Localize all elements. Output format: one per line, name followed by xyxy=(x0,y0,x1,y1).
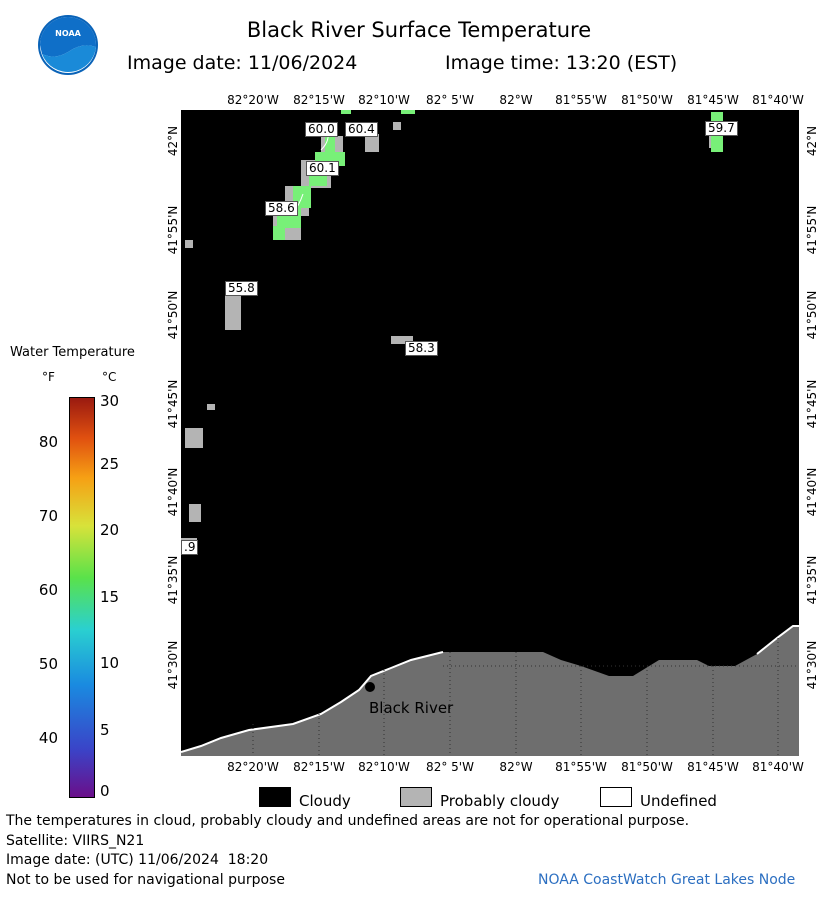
lon-bottom-tick: 82°15'W xyxy=(293,760,345,774)
unit-celsius: °C xyxy=(102,370,117,384)
lon-top-tick: 82° 5'W xyxy=(426,93,474,107)
color-scale-bar xyxy=(69,397,95,798)
temperature-label: 60.0 xyxy=(305,122,338,137)
satellite-text: Satellite: VIIRS_N21 xyxy=(6,833,145,849)
lon-bottom-tick: 82° 5'W xyxy=(426,760,474,774)
lon-top-tick: 81°55'W xyxy=(555,93,607,107)
lat-left-tick: 41°30'N xyxy=(166,640,180,690)
fahrenheit-tick: 40 xyxy=(38,729,58,747)
fahrenheit-tick: 60 xyxy=(38,581,58,599)
credit-text: NOAA CoastWatch Great Lakes Node xyxy=(538,872,796,888)
lon-bottom-tick: 81°55'W xyxy=(555,760,607,774)
lon-bottom-tick: 81°50'W xyxy=(621,760,673,774)
fahrenheit-tick: 70 xyxy=(38,507,58,525)
cloudy-swatch xyxy=(259,787,291,807)
undefined-swatch xyxy=(600,787,632,807)
temperature-label: 55.8 xyxy=(225,281,258,296)
temperature-label: 58.6 xyxy=(265,201,298,216)
lat-left-tick: 41°40'N xyxy=(166,467,180,517)
temperature-label: 60.1 xyxy=(306,161,339,176)
lon-top-tick: 82°20'W xyxy=(227,93,279,107)
probably-cloudy-label: Probably cloudy xyxy=(440,792,560,810)
fahrenheit-tick: 80 xyxy=(38,433,58,451)
black-river-marker xyxy=(365,682,375,692)
celsius-tick: 25 xyxy=(100,455,120,473)
utc-date-text: Image date: (UTC) 11/06/2024 18:20 xyxy=(6,852,269,868)
lat-right-tick: 41°35'N xyxy=(805,555,819,605)
unit-fahrenheit: °F xyxy=(42,370,55,384)
lat-right-tick: 41°45'N xyxy=(805,379,819,429)
lon-top-tick: 82°W xyxy=(499,93,533,107)
celsius-tick: 5 xyxy=(100,721,110,739)
image-date: Image date: 11/06/2024 xyxy=(127,52,358,74)
image-time: Image time: 13:20 (EST) xyxy=(445,52,678,74)
cloudy-label: Cloudy xyxy=(299,792,351,810)
temperature-label: 58.3 xyxy=(405,341,438,356)
lat-right-tick: 41°55'N xyxy=(805,205,819,255)
lon-top-tick: 81°40'W xyxy=(752,93,804,107)
celsius-tick: 15 xyxy=(100,588,120,606)
lon-bottom-tick: 82°W xyxy=(499,760,533,774)
lat-left-tick: 42°N xyxy=(166,125,180,157)
celsius-tick: 20 xyxy=(100,521,120,539)
temperature-label: 60.4 xyxy=(345,122,378,137)
lat-right-tick: 42°N xyxy=(805,125,819,157)
celsius-tick: 0 xyxy=(100,782,110,800)
temperature-label: .9 xyxy=(181,540,198,555)
celsius-tick: 10 xyxy=(100,654,120,672)
lat-left-tick: 41°50'N xyxy=(166,290,180,340)
temperature-label: 59.7 xyxy=(705,121,738,136)
lon-top-tick: 82°10'W xyxy=(358,93,410,107)
probably-cloudy-swatch xyxy=(400,787,432,807)
lon-top-tick: 81°50'W xyxy=(621,93,673,107)
nav-warning-text: Not to be used for navigational purpose xyxy=(6,872,285,888)
celsius-tick: 30 xyxy=(100,392,120,410)
legend-title: Water Temperature xyxy=(10,345,135,360)
lat-left-tick: 41°55'N xyxy=(166,205,180,255)
lon-top-tick: 81°45'W xyxy=(687,93,739,107)
black-river-label: Black River xyxy=(369,699,454,717)
map-title: Black River Surface Temperature xyxy=(246,18,592,42)
fahrenheit-tick: 50 xyxy=(38,655,58,673)
lat-right-tick: 41°40'N xyxy=(805,467,819,517)
lat-left-tick: 41°45'N xyxy=(166,379,180,429)
lat-right-tick: 41°30'N xyxy=(805,640,819,690)
disclaimer-text: The temperatures in cloud, probably cloudy and undefined areas are not for operational purpose. xyxy=(6,813,690,829)
lon-bottom-tick: 81°45'W xyxy=(687,760,739,774)
noaa-logo-icon xyxy=(37,14,99,76)
lon-bottom-tick: 82°20'W xyxy=(227,760,279,774)
lon-bottom-tick: 82°10'W xyxy=(358,760,410,774)
undefined-label: Undefined xyxy=(640,792,717,810)
lat-left-tick: 41°35'N xyxy=(166,555,180,605)
lon-top-tick: 82°15'W xyxy=(293,93,345,107)
lon-bottom-tick: 81°40'W xyxy=(752,760,804,774)
noaa-logo-text: NOAA xyxy=(55,29,81,38)
lat-right-tick: 41°50'N xyxy=(805,290,819,340)
